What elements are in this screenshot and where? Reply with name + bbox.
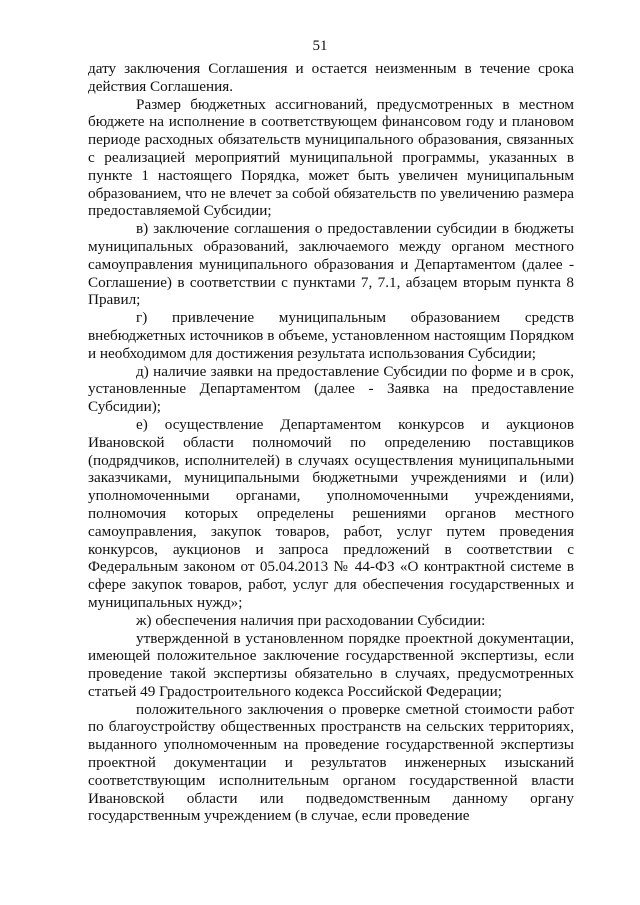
paragraph-budget-allocations: Размер бюджетных ассигнований, предусмотренных в местном бюджете на исполнение в соответствующем финансовом году и плановом периоде расходных обязательств муниципального образования, связанных с реализацией мероприятий муниципальной программы, указанных в пункте 1 настоящего Порядка, может быть увеличен муниципальным образованием, что не влечет за собой обязательств по увеличению размера предоставляемой Субсидии;: [88, 95, 574, 220]
paragraph-item-d: д) наличие заявки на предоставление Субсидии по форме и в срок, установленные Департаментом (далее - Заявка на предоставление Субсидии);: [88, 362, 574, 416]
paragraph-item-zh: ж) обеспечения наличия при расходовании Субсидии:: [136, 611, 486, 629]
document-body: [88, 60, 574, 825]
paragraph-item-e: е) осуществление Департаментом конкурсов и аукционов Ивановской области полномочий по определению поставщиков (подрядчиков, исполнителей) в случаях осуществления муниципальными заказчиками, муниципальными бюджетными учреждениями и (или) уполномоченными органами, уполномоченными учреждениями, полномочия которых определены решениями органов местного самоуправления, закупок товаров, работ, услуг путем проведения конкурсов, аукционов и запроса предложений в соответствии с Федеральным законом от 05.04.2013 № 44-ФЗ «О контрактной системе в сфере закупок товаров, работ, услуг для обеспечения государственных и муниципальных нужд»;: [88, 415, 574, 611]
paragraph-item-g: г) привлечение муниципальным образованием средств внебюджетных источников в объеме, установленном настоящим Порядком и необходимом для достижения результата использования Субсидии;: [88, 309, 574, 362]
paragraph-continuation: дату заключения Соглашения и остается неизменным в течение срока действия Соглашения.: [88, 60, 574, 95]
paragraph-project-documentation: утвержденной в установленном порядке проектной документации, имеющей положительное заключение государственной экспертизы, если проведение такой экспертизы обязательно в случаях, предусмотренных статьей 49 Градостроительного кодекса Российской Федерации;: [88, 629, 574, 700]
paragraph-cost-verification: положительного заключения о проверке сметной стоимости работ по благоустройству общественных пространств на сельских территориях, выданного уполномоченным на проведение государственной экспертизы проектной документации и результатов инженерных изысканий соответствующим исполнительным органом государственной власти Ивановской области или подведомственным данному органу государственным учреждением (в случае, если проведение: [88, 700, 574, 825]
page-number: 51: [312, 38, 328, 54]
paragraph-item-v: в) заключение соглашения о предоставлении субсидии в бюджеты муниципальных образований, заключаемого между органом местного самоуправления муниципального образования и Департаментом (далее - Соглашение) в соответствии с пунктами 7, 7.1, абзацем вторым пункта 8 Правил;: [88, 220, 574, 309]
